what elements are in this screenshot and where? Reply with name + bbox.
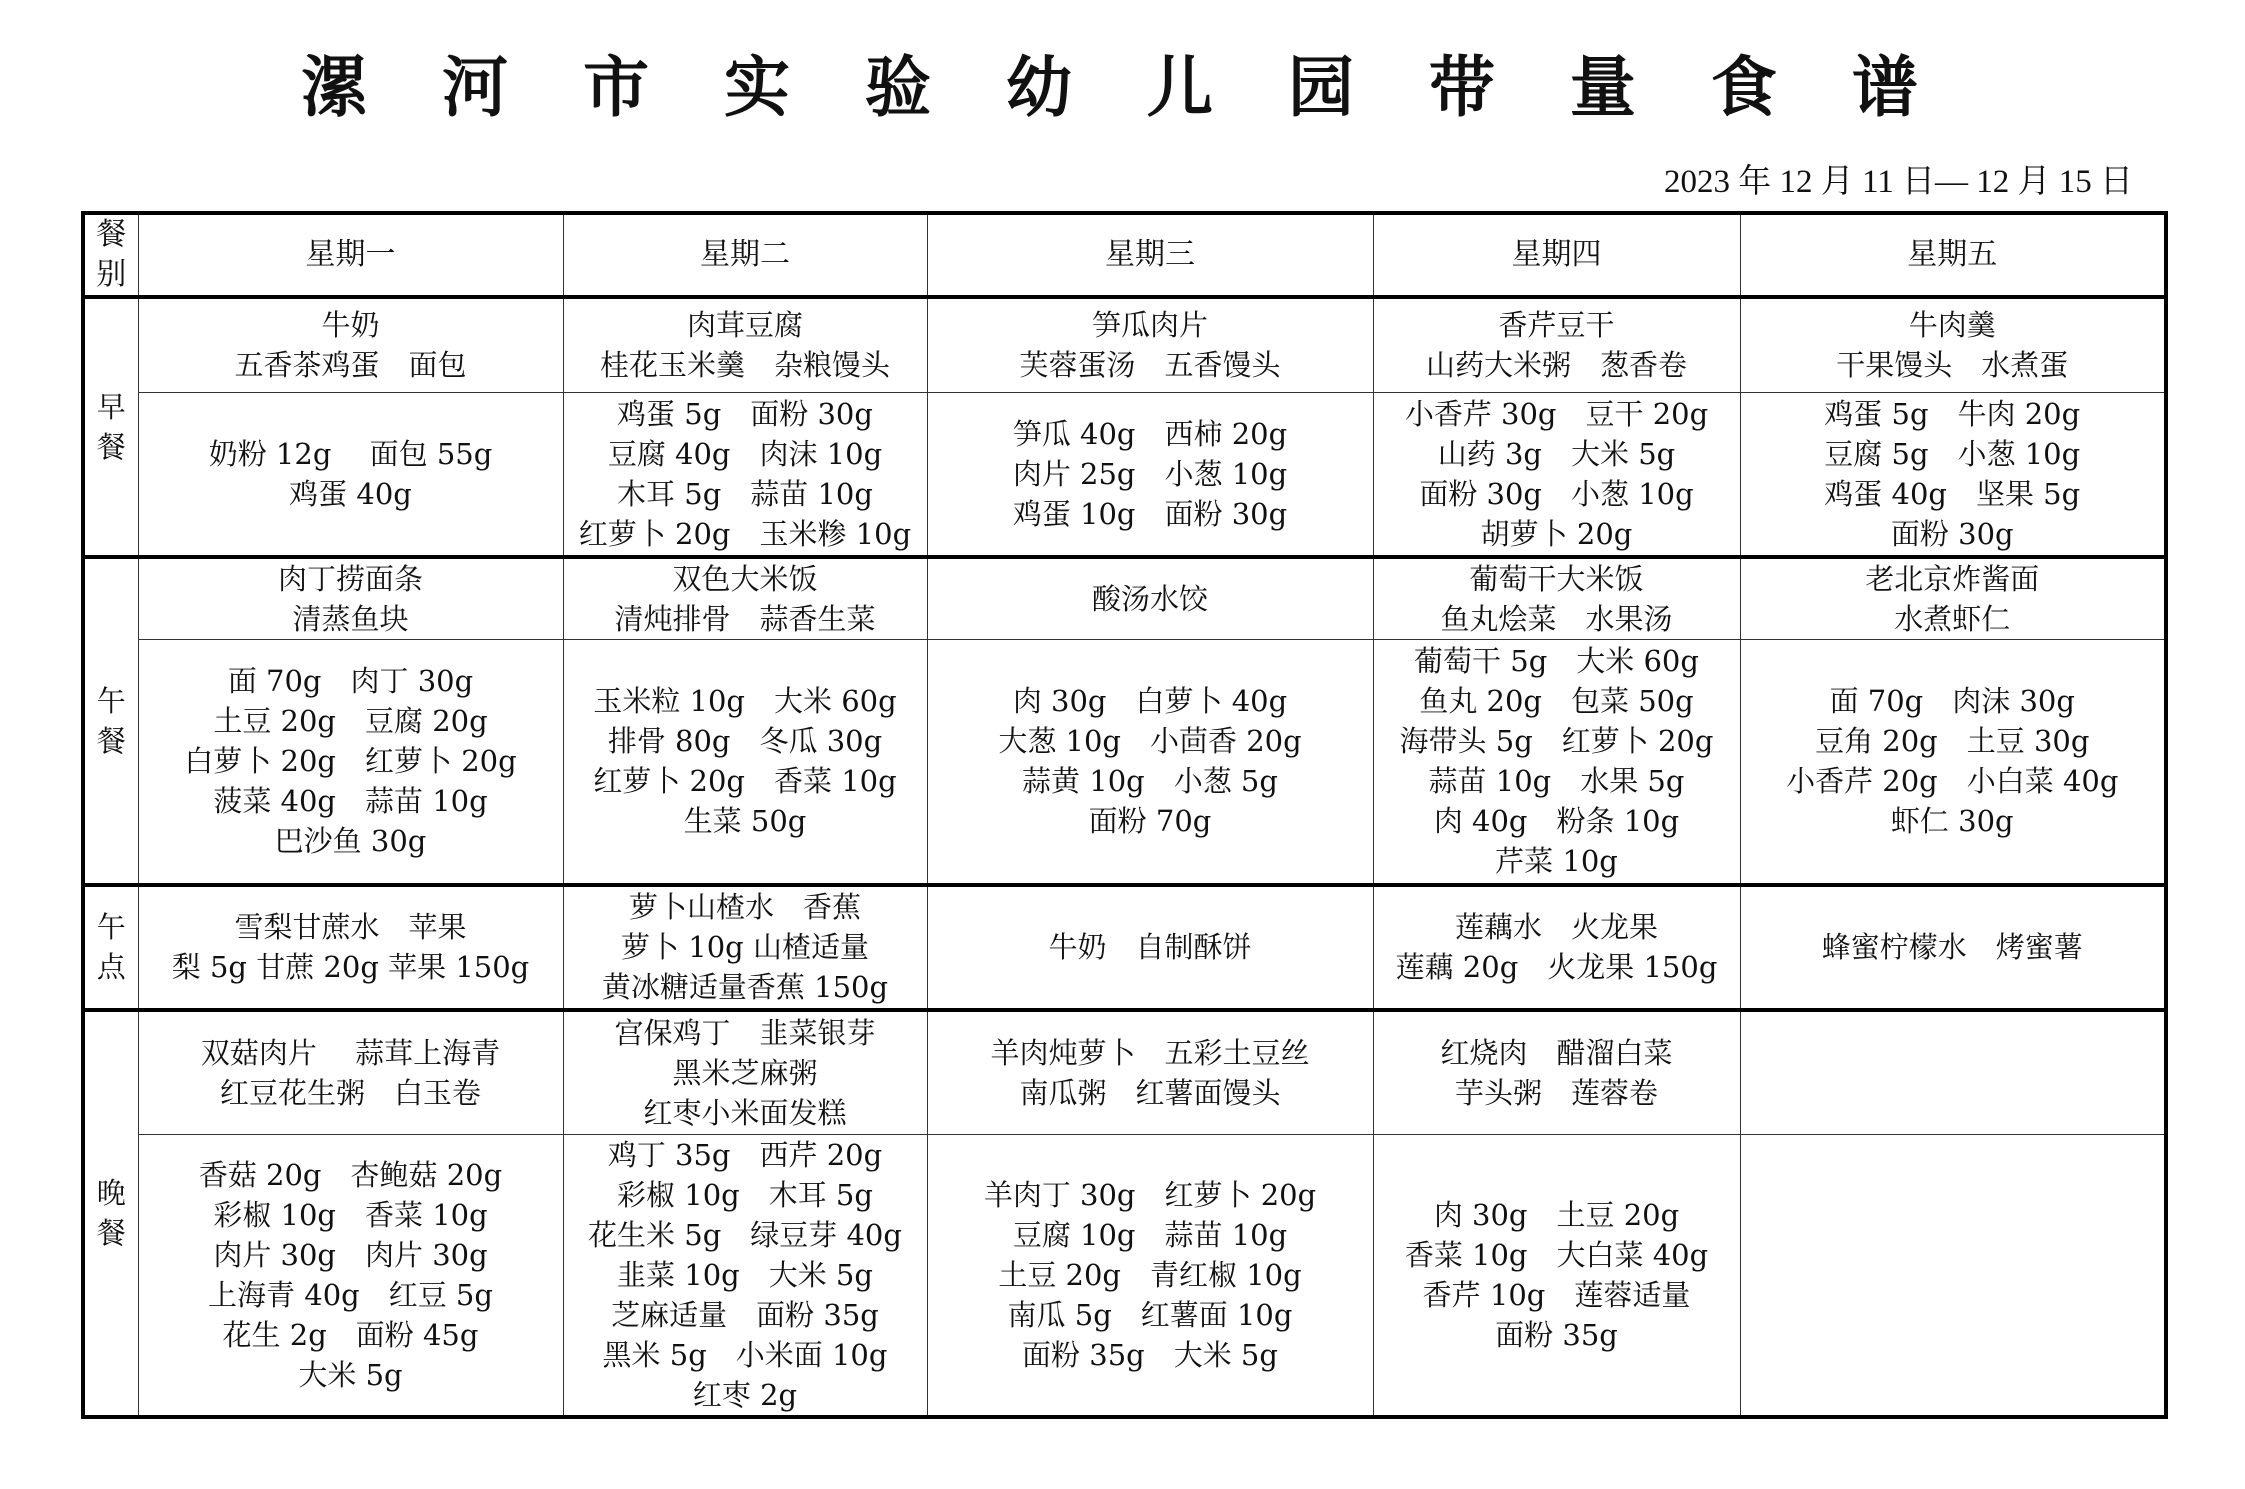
day-header-wed: 星期三 <box>927 213 1373 297</box>
lunch-ingredients-thu: 葡萄干 5g 大米 60g 鱼丸 20g 包菜 50g 海带头 5g 红萝卜 20g 蒜苗 10g 水果 5g 肉 40g 粉条 10g 芹菜 10g <box>1373 640 1740 885</box>
category-header-char: 别 <box>96 257 127 292</box>
category-header-char: 餐 <box>96 217 127 252</box>
dinner-dishes-tue: 宫保鸡丁 韭菜银芽 黑米芝麻粥 红枣小米面发糕 <box>563 1010 927 1135</box>
meal-label-snack: 午 点 <box>83 885 138 1010</box>
dinner-dishes-wed: 羊肉炖萝卜 五彩土豆丝 南瓜粥 红薯面馒头 <box>927 1010 1373 1135</box>
dinner-ingredients-wed: 羊肉丁 30g 红萝卜 20g 豆腐 10g 蒜苗 10g 土豆 20g 青红椒 10g 南瓜 5g 红薯面 10g 面粉 35g 大米 5g <box>927 1135 1373 1418</box>
snack-tue: 萝卜山楂水 香蕉 萝卜 10g 山楂适量 黄冰糖适量香蕉 150g <box>563 885 927 1010</box>
dinner-dishes-fri <box>1740 1010 2166 1135</box>
breakfast-ingredient-row <box>83 392 2166 557</box>
lunch-ingredients-tue: 玉米粒 10g 大米 60g 排骨 80g 冬瓜 30g 红萝卜 20g 香菜 10g 生菜 50g <box>563 640 927 885</box>
snack-row <box>83 885 2166 1010</box>
dinner-dish-row <box>83 1010 2166 1135</box>
breakfast-ingredients-thu: 小香芹 30g 豆干 20g 山药 3g 大米 5g 面粉 30g 小葱 10g 胡萝卜 20g <box>1373 392 1740 557</box>
breakfast-ingredients-fri: 鸡蛋 5g 牛肉 20g 豆腐 5g 小葱 10g 鸡蛋 40g 坚果 5g 面粉 30g <box>1740 392 2166 557</box>
lunch-ingredients-fri: 面 70g 肉沫 30g 豆角 20g 土豆 30g 小香芹 20g 小白菜 40g 虾仁 30g <box>1740 640 2166 885</box>
lunch-dishes-tue: 双色大米饭 清炖排骨 蒜香生菜 <box>563 557 927 640</box>
lunch-dishes-mon: 肉丁捞面条 清蒸鱼块 <box>138 557 563 640</box>
date-range: 2023 年 12 月 11 日— 12 月 15 日 <box>1663 164 2133 200</box>
lunch-dishes-thu: 葡萄干大米饭 鱼丸烩菜 水果汤 <box>1373 557 1740 640</box>
breakfast-dishes-thu: 香芹豆干 山药大米粥 葱香卷 <box>1373 297 1740 392</box>
dinner-dishes-mon: 双菇肉片 蒜茸上海青 红豆花生粥 白玉卷 <box>138 1010 563 1135</box>
lunch-ingredients-wed: 肉 30g 白萝卜 40g 大葱 10g 小茴香 20g 蒜黄 10g 小葱 5g 面粉 70g <box>927 640 1373 885</box>
snack-thu: 莲藕水 火龙果 莲藕 20g 火龙果 150g <box>1373 885 1740 1010</box>
category-header <box>83 213 138 297</box>
breakfast-dishes-mon: 牛奶 五香茶鸡蛋 面包 <box>138 297 563 392</box>
day-header-fri: 星期五 <box>1740 213 2166 297</box>
dinner-ingredients-thu: 肉 30g 土豆 20g 香菜 10g 大白菜 40g 香芹 10g 莲蓉适量 面粉 35g <box>1373 1135 1740 1418</box>
breakfast-ingredients-wed: 笋瓜 40g 西柿 20g 肉片 25g 小葱 10g 鸡蛋 10g 面粉 30g <box>927 392 1373 557</box>
snack-mon: 雪梨甘蔗水 苹果 梨 5g 甘蔗 20g 苹果 150g <box>138 885 563 1010</box>
breakfast-dishes-tue: 肉茸豆腐 桂花玉米羹 杂粮馒头 <box>563 297 927 392</box>
meal-label-lunch: 午 餐 <box>83 557 138 885</box>
header-row <box>83 213 2166 297</box>
dinner-ingredients-mon: 香菇 20g 杏鲍菇 20g 彩椒 10g 香菜 10g 肉片 30g 肉片 30g 上海青 40g 红豆 5g 花生 2g 面粉 45g 大米 5g <box>138 1135 563 1418</box>
day-header-thu: 星期四 <box>1373 213 1740 297</box>
snack-wed: 牛奶 自制酥饼 <box>927 885 1373 1010</box>
meal-label-dinner: 晚 餐 <box>83 1010 138 1418</box>
breakfast-dish-row <box>83 297 2166 392</box>
lunch-dishes-wed: 酸汤水饺 <box>927 557 1373 640</box>
lunch-dishes-fri: 老北京炸酱面 水煮虾仁 <box>1740 557 2166 640</box>
meal-label-breakfast: 早 餐 <box>83 297 138 557</box>
day-header-mon: 星期一 <box>138 213 563 297</box>
dinner-dishes-thu: 红烧肉 醋溜白菜 芋头粥 莲蓉卷 <box>1373 1010 1740 1135</box>
lunch-dish-row <box>83 557 2166 640</box>
breakfast-dishes-fri: 牛肉羹 干果馒头 水煮蛋 <box>1740 297 2166 392</box>
lunch-ingredients-mon: 面 70g 肉丁 30g 土豆 20g 豆腐 20g 白萝卜 20g 红萝卜 20g 菠菜 40g 蒜苗 10g 巴沙鱼 30g <box>138 640 563 885</box>
breakfast-ingredients-tue: 鸡蛋 5g 面粉 30g 豆腐 40g 肉沫 10g 木耳 5g 蒜苗 10g 红萝卜 20g 玉米糁 10g <box>563 392 927 557</box>
dinner-ingredients-tue: 鸡丁 35g 西芹 20g 彩椒 10g 木耳 5g 花生米 5g 绿豆芽 40g 韭菜 10g 大米 5g 芝麻适量 面粉 35g 黑米 5g 小米面 10g 红枣 2g <box>563 1135 927 1418</box>
breakfast-dishes-wed: 笋瓜肉片 芙蓉蛋汤 五香馒头 <box>927 297 1373 392</box>
dinner-ingredients-fri <box>1740 1135 2166 1418</box>
breakfast-ingredients-mon: 奶粉 12g 面包 55g 鸡蛋 40g <box>138 392 563 557</box>
lunch-ingredient-row <box>83 640 2166 885</box>
snack-fri: 蜂蜜柠檬水 烤蜜薯 <box>1740 885 2166 1010</box>
day-header-tue: 星期二 <box>563 213 927 297</box>
dinner-ingredient-row <box>83 1135 2166 1418</box>
menu-table <box>81 211 2168 1419</box>
page-title: 漯 河 市 实 验 幼 儿 园 带 量 食 谱 <box>301 48 1944 126</box>
